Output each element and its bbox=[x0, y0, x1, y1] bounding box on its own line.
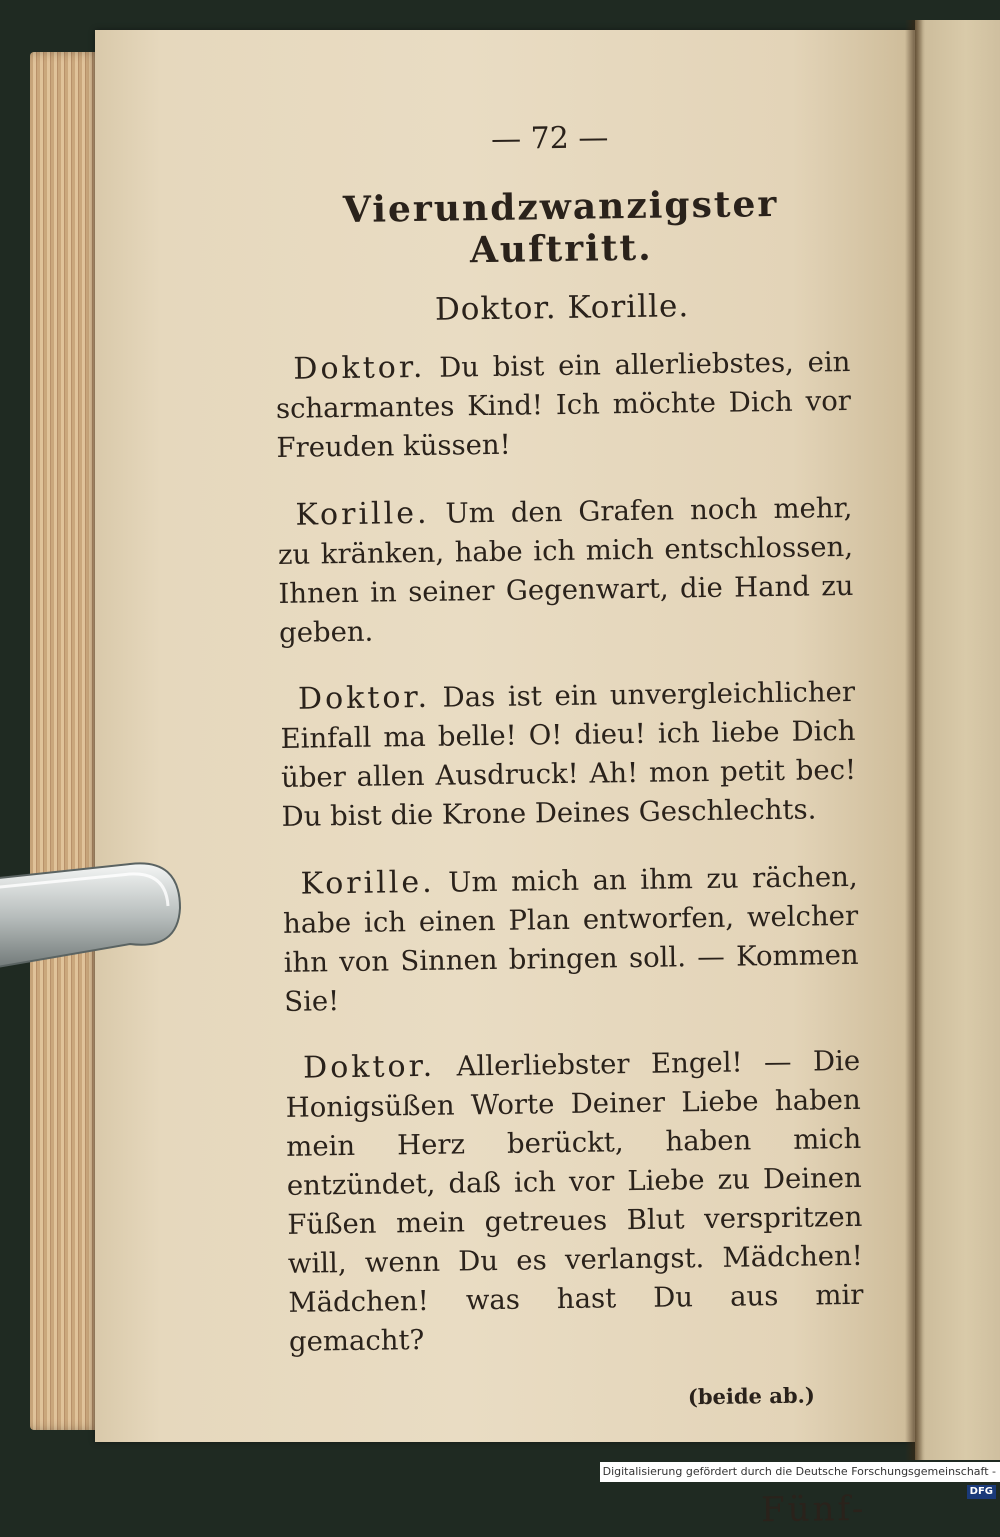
speech-paragraph bbox=[275, 342, 852, 468]
footer-text: Digitalisierung gefördert durch die Deutsche Forschungsgemeinschaft - bbox=[602, 1465, 996, 1478]
speaker-name: Korille. bbox=[300, 864, 435, 902]
speaker-name: Doktor. bbox=[293, 349, 426, 387]
book-gutter bbox=[905, 20, 923, 1460]
speech-paragraph bbox=[282, 856, 859, 1021]
speech-text: Um den Grafen noch mehr, zu kränken, habe ich mich entschlossen, Ihnen in seiner Gegenwart, die Hand zu geben. bbox=[277, 491, 854, 649]
speech-paragraph bbox=[285, 1041, 864, 1362]
facing-page-edge bbox=[915, 20, 1000, 1460]
page-edges bbox=[30, 52, 100, 1430]
speech-paragraph bbox=[277, 487, 854, 652]
dfg-logo: DFG bbox=[967, 1485, 996, 1499]
speaker-name: Doktor. bbox=[297, 679, 431, 717]
catchword: Fünf- bbox=[760, 1488, 867, 1530]
digitization-footer bbox=[600, 1462, 1000, 1497]
speech-text: Das ist ein unvergleichlicher Einfall ma belle! O! dieu! ich liebe Dich über allen Ausdruck! Ah! mon petit bec! Du bist die Krone Deines Geschlechts. bbox=[280, 675, 857, 833]
character-list: Doktor. Korille. bbox=[434, 288, 690, 328]
book-clip bbox=[0, 858, 185, 978]
speech-paragraph bbox=[280, 672, 857, 837]
speaker-name: Korille. bbox=[295, 495, 430, 533]
speech-text: Allerliebster Engel! — Die Honigsüßen Worte Deiner Liebe haben mein Herz berückt, haben mich entzündet, daß ich vor Liebe zu Deinen Füßen mein getreues Blut verspritzen will, wenn Du es verlangst. Mädchen! Mädchen! was hast Du aus mir gemacht? bbox=[285, 1044, 864, 1358]
speech-text: Du bist ein allerliebstes, ein scharmantes Kind! Ich möchte Dich vor Freuden küssen! bbox=[275, 345, 852, 464]
text-column bbox=[272, 117, 867, 1536]
speech-text: Um mich an ihm zu rächen, habe ich einen Plan entworfen, welcher ihn von Sinnen bringen soll. — Kommen Sie! bbox=[282, 860, 859, 1018]
speaker-name: Doktor. bbox=[302, 1048, 436, 1086]
page-number: — 72 — bbox=[490, 120, 609, 157]
stage-direction: (beide ab.) bbox=[687, 1382, 815, 1409]
scene-heading: Vierundzwanzigster Auftritt. bbox=[342, 182, 779, 272]
